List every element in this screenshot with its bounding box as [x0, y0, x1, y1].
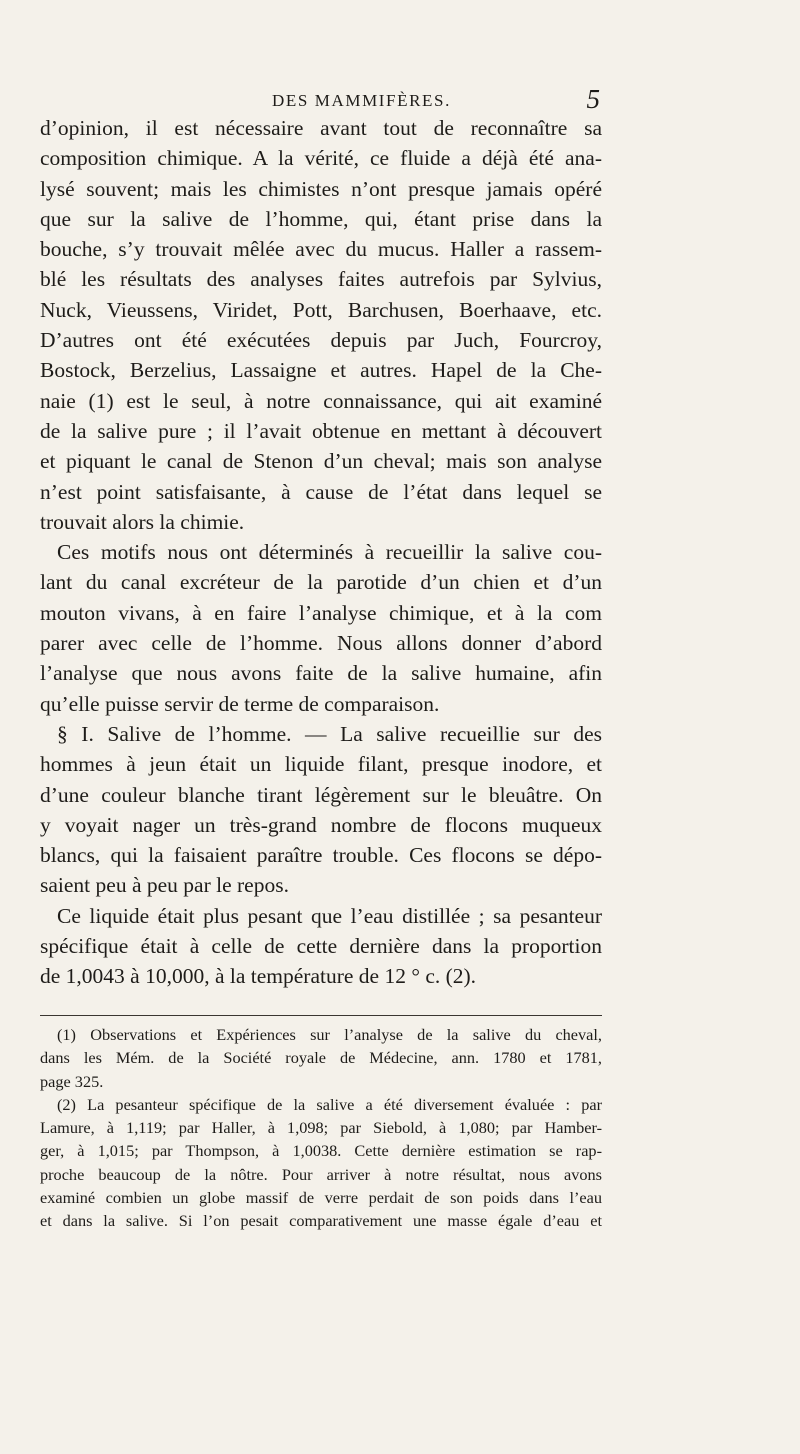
text-line: Nuck, Vieussens, Viridet, Pott, Barchusen, Boerhaave, etc.: [40, 297, 602, 322]
text-line: n’est point satisfaisante, à cause de l’état dans lequel se: [40, 479, 602, 504]
footnote-line: page 325.: [40, 1071, 104, 1091]
footnote-line: (1) Observations et Expériences sur l’analyse de la salive du cheval,: [57, 1025, 602, 1044]
text-line: D’autres ont été exécutées depuis par Juch, Fourcroy,: [40, 328, 602, 353]
text-line: naie (1) est le seul, à notre connaissance, qui ait examiné: [40, 388, 602, 413]
footnote-line: (2) La pesanteur spécifique de la salive a été diversement évaluée : par: [57, 1094, 602, 1114]
body-text: [40, 113, 602, 992]
page-number: 5: [586, 84, 600, 114]
text-line: y voyait nager un très-grand nombre de flocons muqueux: [40, 812, 602, 837]
running-head: [40, 86, 600, 116]
text-line: saient peu à peu par le repos.: [40, 873, 289, 898]
footnote-line: proche beaucoup de la nôtre. Pour arriver à notre résultat, nous avons: [40, 1164, 602, 1184]
text-line: parer avec celle de l’homme. Nous allons donner d’abord: [40, 631, 602, 656]
text-line: trouvait alors la chimie.: [40, 509, 245, 534]
text-line: Ces motifs nous ont déterminés à recueillir la salive cou-: [57, 540, 602, 565]
text-line: qu’elle puisse servir de terme de comparaison.: [40, 691, 440, 716]
text-line: d’opinion, il est nécessaire avant tout de reconnaître sa: [40, 116, 602, 140]
text-line: de 1,0043 à 10,000, à la température de 12 ° c. (2).: [40, 964, 477, 989]
footnote-rule: [40, 1015, 602, 1016]
section-heading-line: § I. Salive de l’homme. — La salive recueillie sur des: [57, 721, 602, 746]
text-line: l’analyse que nous avons faite de la salive humaine, afin: [40, 661, 602, 686]
footnote-line: examiné combien un globe massif de verre perdait de son poids dans l’eau: [40, 1188, 602, 1208]
text-line: lysé souvent; mais les chimistes n’ont presque jamais opéré: [40, 176, 602, 201]
footnotes: [40, 1023, 602, 1233]
running-head-title: DES MAMMIFÈRES.: [272, 91, 451, 110]
text-line: lant du canal excréteur de la parotide d’un chien et d’un: [40, 570, 602, 595]
text-line: Ce liquide était plus pesant que l’eau distillée ; sa pesanteur: [57, 903, 602, 928]
text-line: blé les résultats des analyses faites autrefois par Sylvius,: [40, 267, 602, 292]
footnote-line: ger, à 1,015; par Thompson, à 1,0038. Cette dernière estimation se rap-: [40, 1141, 602, 1161]
text-line: composition chimique. A la vérité, ce fluide a déjà été ana-: [40, 146, 602, 171]
text-line: de la salive pure ; il l’avait obtenue en mettant à découvert: [40, 418, 602, 443]
text-line: mouton vivans, à en faire l’analyse chimique, et à la com: [40, 600, 602, 625]
text-line: d’une couleur blanche tirant légèrement sur le bleuâtre. On: [40, 782, 602, 807]
footnote-line: Lamure, à 1,119; par Haller, à 1,098; par Siebold, à 1,080; par Hamber-: [40, 1118, 602, 1138]
text-line: que sur la salive de l’homme, qui, étant prise dans la: [40, 206, 602, 231]
text-line: hommes à jeun était un liquide filant, presque inodore, et: [40, 752, 602, 777]
footnote-line: et dans la salive. Si l’on pesait comparativement une masse égale d’eau et: [40, 1211, 602, 1231]
footnote-line: dans les Mém. de la Société royale de Médecine, ann. 1780 et 1781,: [40, 1048, 602, 1068]
text-line: blancs, qui la faisaient paraître trouble. Ces flocons se dépo-: [40, 843, 602, 868]
text-line: et piquant le canal de Stenon d’un cheval; mais son analyse: [40, 449, 602, 474]
text-line: bouche, s’y trouvait mêlée avec du mucus. Haller a rassem-: [40, 237, 602, 262]
text-line: Bostock, Berzelius, Lassaigne et autres. Hapel de la Che-: [40, 358, 602, 383]
text-line: spécifique était à celle de cette dernière dans la proportion: [40, 934, 602, 959]
